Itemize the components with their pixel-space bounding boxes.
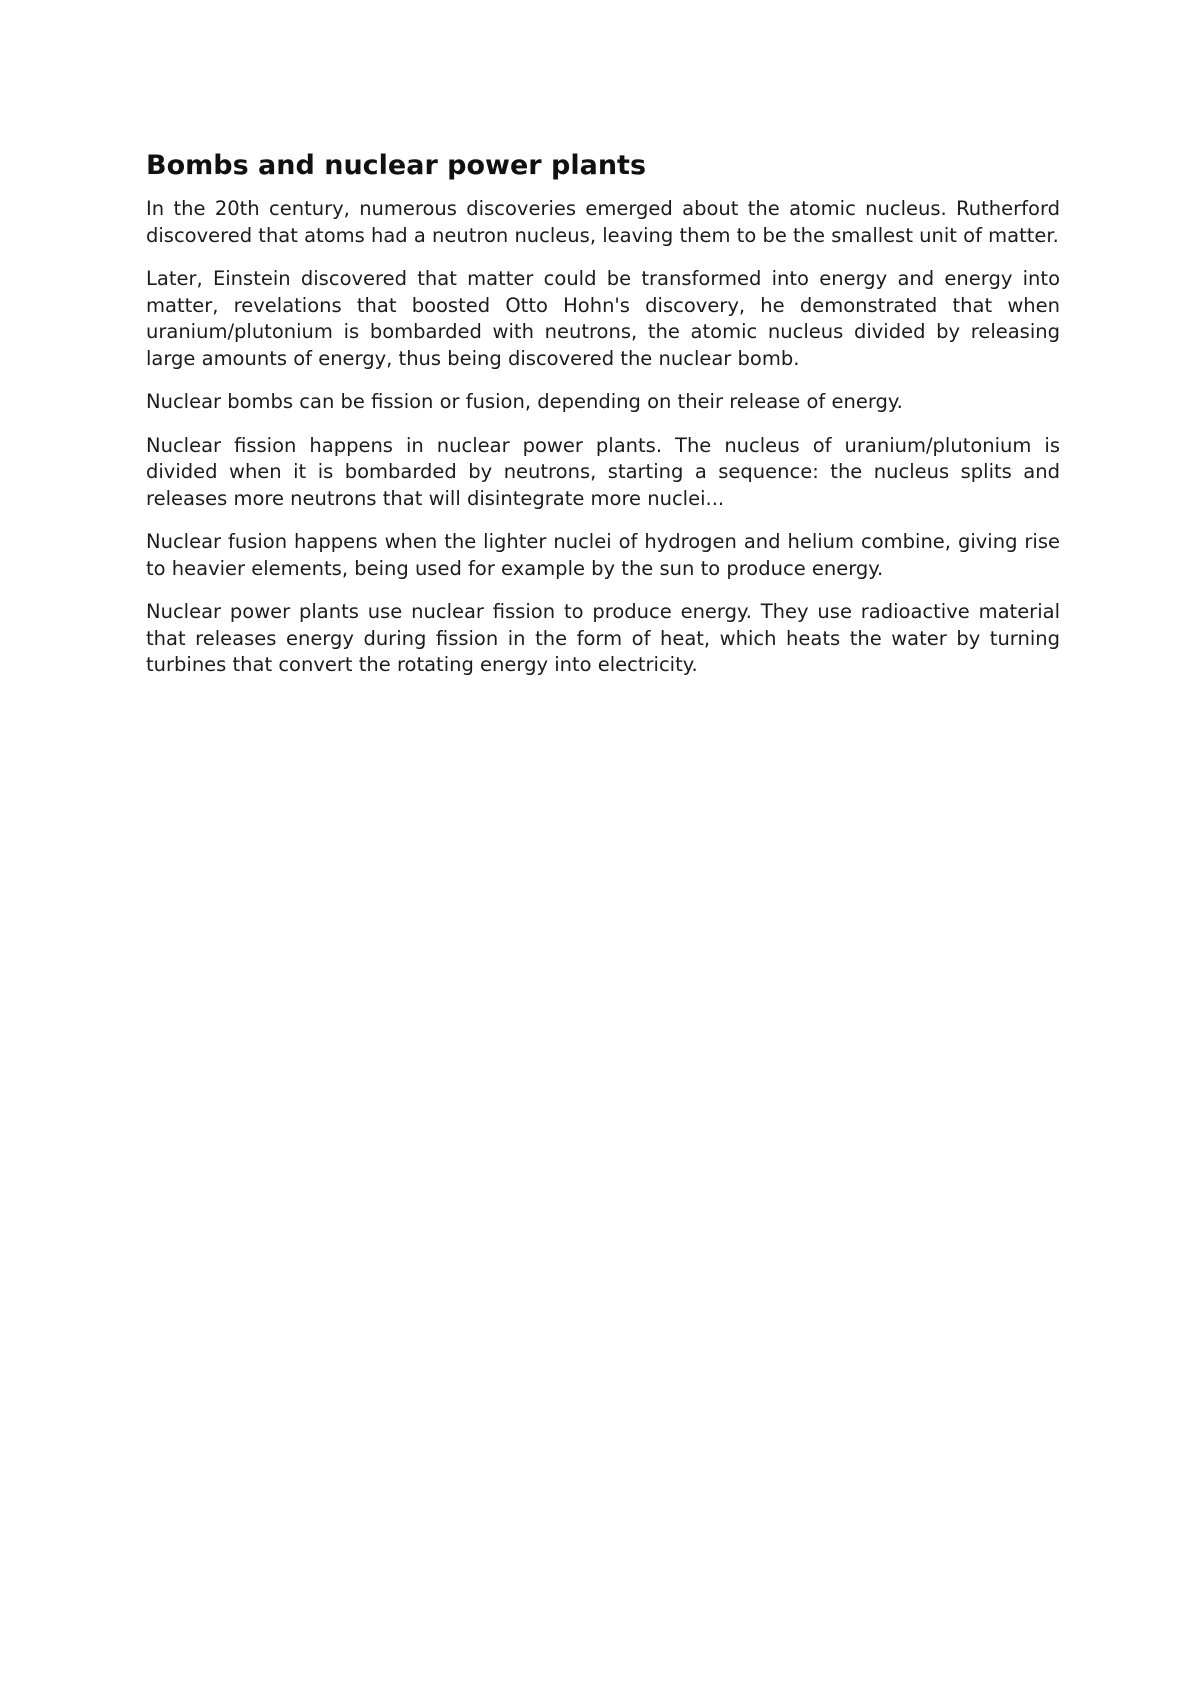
- document-title: Bombs and nuclear power plants: [146, 150, 647, 181]
- paragraph-5: Nuclear fusion happens when the lighter nuclei of hydrogen and helium combine, giving rise to heavier elements, being used for example by the sun to produce energy.: [146, 530, 1060, 580]
- paragraph-6: Nuclear power plants use nuclear fission to produce energy. They use radioactive material that releases energy during fission in the form of heat, which heats the water by turning turbines that convert the rotating energy into electricity.: [146, 600, 1060, 676]
- paragraph-4: Nuclear fission happens in nuclear power plants. The nucleus of uranium/plutonium is divided when it is bombarded by neutrons, starting a sequence: the nucleus splits and releases more neutrons that will disintegrate more nuclei...: [146, 433, 1060, 510]
- paragraph-3: Nuclear bombs can be fission or fusion, depending on their release of energy.: [146, 390, 903, 413]
- paragraph-1: In the 20th century, numerous discoveries emerged about the atomic nucleus. Rutherford discovered that atoms had a neutron nucleus, leaving them to be the smallest unit of matter.: [146, 197, 1060, 247]
- paragraph-2: Later, Einstein discovered that matter could be transformed into energy and energy into matter, revelations that boosted Otto Hohn's discovery, he demonstrated that when uranium/plutonium is bombarded with neutrons, the atomic nucleus divided by releasing large amounts of energy, thus being discovered the nuclear bomb.: [146, 267, 1060, 370]
- document-body: [146, 148, 1060, 696]
